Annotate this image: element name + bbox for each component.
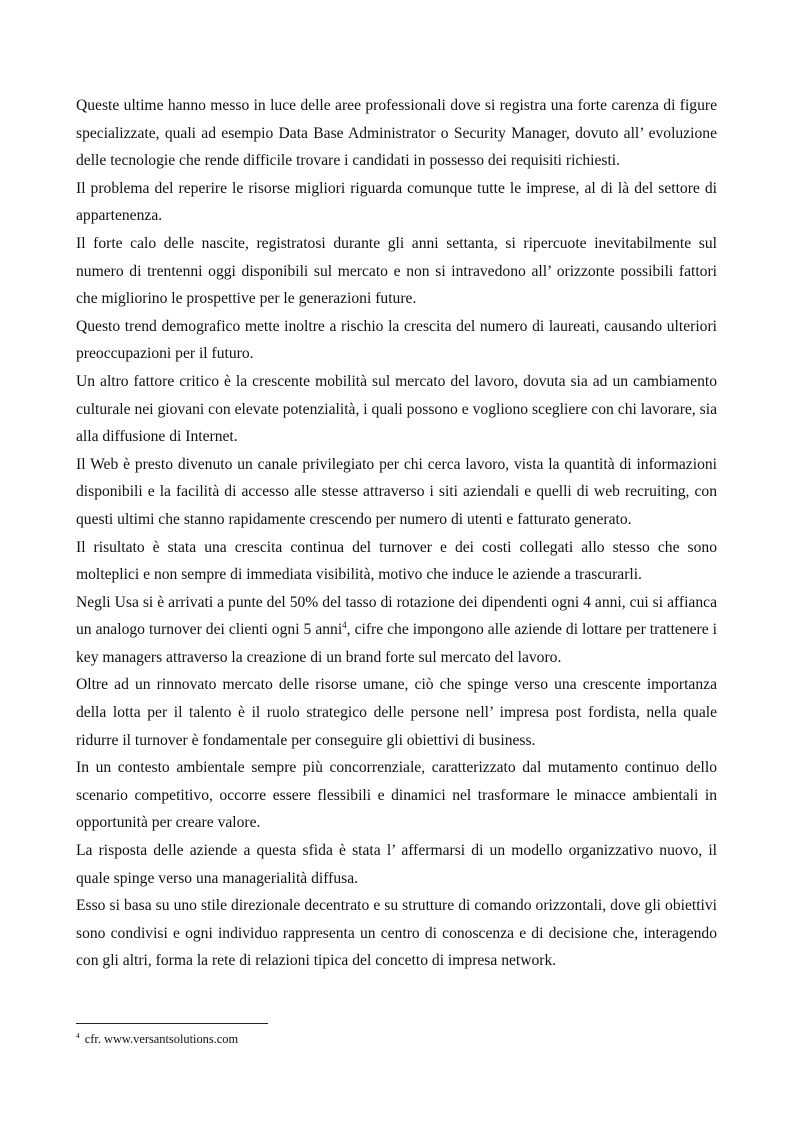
paragraph: Queste ultime hanno messo in luce delle aree professionali dove si registra una forte carenza di figure specializzate, quali ad esempio Data Base Administrator o Security Manager, dovuto all’ evoluzione delle tecnologie che rende difficile trovare i candidati in possesso dei requisiti richiesti. (76, 97, 717, 170)
paragraph: In un contesto ambientale sempre più concorrenziale, caratterizzato dal mutamento continuo dello scenario competitivo, occorre essere flessibili e dinamici nel trasformare le minacce ambientali in opportunità per creare valore. (76, 759, 717, 832)
page-body (76, 92, 717, 975)
footnote (76, 1031, 238, 1047)
paragraph: Il problema del reperire le risorse migliori riguarda comunque tutte le imprese, al di là del settore di appartenenza. (76, 179, 717, 225)
paragraph-text-after-footnote: , cifre che impongono alle aziende di lottare per trattenere i key managers attraverso la creazione di un brand forte sul mercato del lavoro. (76, 621, 717, 666)
paragraph-text-before-footnote: Negli Usa si è arrivati a punte del 50% del tasso di rotazione dei dipendenti ogni 4 anni, cui si affianca un analogo turnover dei clienti ogni 5 anni (76, 593, 717, 639)
paragraph: Questo trend demografico mette inoltre a rischio la crescita del numero di laureati, causando ulteriori preoccupazioni per il futuro. (76, 317, 717, 363)
paragraph: Esso si basa su uno stile direzionale decentrato e su strutture di comando orizzontali, dove gli obiettivi sono condivisi e ogni individuo rappresenta un centro di conoscenza e di decisione che, interagendo con gli altri, forma la rete di relazioni tipica del concetto di impresa network. (76, 897, 717, 970)
paragraph-usa (76, 589, 717, 672)
paragraph: Il Web è presto divenuto un canale privilegiato per chi cerca lavoro, vista la quantità di informazioni disponibili e la facilità di accesso alle stesse attraverso i siti aziendali e quelli di web recruiting, con questi ultimi che stanno rapidamente crescendo per numero di utenti e fatturato generato. (76, 455, 717, 528)
paragraph: Un altro fattore critico è la crescente mobilità sul mercato del lavoro, dovuta sia ad un cambiamento culturale nei giovani con elevate potenzialità, i quali possono e vogliono scegliere con chi lavorare, sia alla diffusione di Internet. (76, 372, 717, 446)
footnote-marker: 4 (76, 1031, 80, 1040)
paragraph: La risposta delle aziende a questa sfida è stata l’ affermarsi di un modello organizzativo nuovo, il quale spinge verso una managerialità diffusa. (76, 842, 717, 887)
paragraph: Il forte calo delle nascite, registratosi durante gli anni settanta, si ripercuote inevitabilmente sul numero di trentenni oggi disponibili sul mercato e non si intravedono all’ orizzonte possibili fattori che migliorino le prospettive per le generazioni future. (76, 234, 717, 308)
footnote-reference: 4 (342, 620, 347, 631)
footnote-text: cfr. www.versantsolutions.com (84, 1032, 239, 1046)
paragraph: Oltre ad un rinnovato mercato delle risorse umane, ciò che spinge verso una crescente importanza della lotta per il talento è il ruolo strategico delle persone nell’ impresa post fordista, nella quale ridurre il turnover è fondamentale per conseguire gli obiettivi di business. (76, 676, 717, 749)
footnote-divider (76, 1023, 268, 1024)
paragraph: Il risultato è stata una crescita continua del turnover e dei costi collegati allo stesso che sono molteplici e non sempre di immediata visibilità, motivo che induce le aziende a trascurarli. (76, 538, 717, 584)
